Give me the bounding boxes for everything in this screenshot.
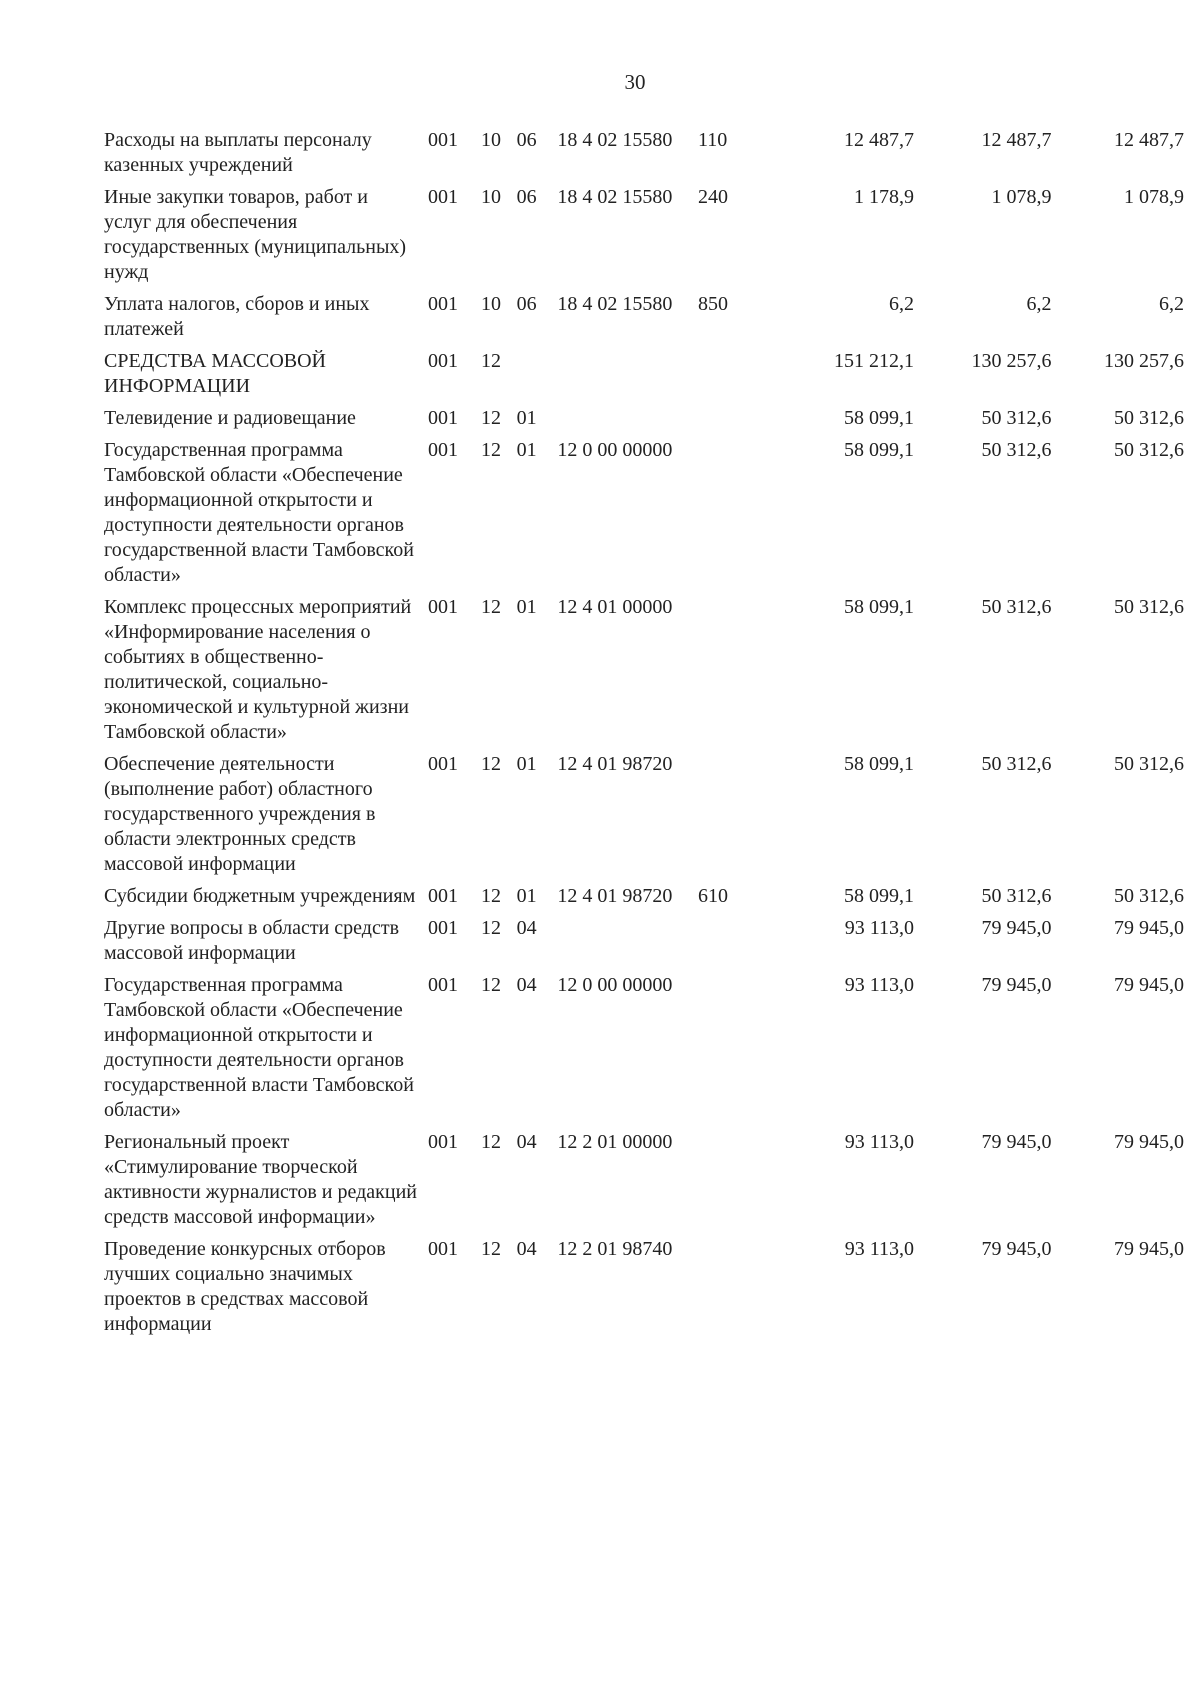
row-name: Проведение конкурсных отборов лучших социально значимых проектов в средствах массовой информации (104, 1238, 386, 1335)
row-amount-year1: 93 113,0 (844, 1238, 914, 1260)
row-subsection-code: 06 (516, 129, 537, 151)
row-amount-year2: 50 312,6 (981, 753, 1052, 775)
table-row (104, 916, 1184, 973)
row-name: Обеспечение деятельности (выполнение работ) областного государственного учреждения в области электронных средств массовой информации (104, 753, 376, 875)
table-row (104, 752, 1184, 884)
row-name: Другие вопросы в области средств массовой информации (104, 917, 400, 964)
row-subsection-code: 01 (516, 596, 537, 618)
row-amount-year1: 151 212,1 (833, 350, 914, 372)
row-amount-year1: 1 178,9 (853, 186, 914, 208)
row-name: Комплекс процессных мероприятий «Информирование населения о событиях в общественно-политической, социально-экономической и культурной жизни Тамбовской области» (104, 596, 412, 743)
row-amount-year3: 130 257,6 (1104, 350, 1184, 372)
row-amount-year1: 12 487,7 (843, 129, 914, 151)
row-amount-year2: 50 312,6 (981, 885, 1052, 907)
row-expense-type: 850 (697, 293, 728, 315)
row-section-code: 12 (480, 917, 501, 939)
row-name: Государственная программа Тамбовской области «Обеспечение информационной открытости и доступности деятельности органов государственной власти Тамбовской области» (104, 974, 414, 1121)
row-amount-year3: 79 945,0 (1114, 1131, 1184, 1153)
table-row (104, 973, 1184, 1130)
row-name: Субсидии бюджетным учреждениям (104, 885, 416, 907)
row-expense-type (698, 406, 761, 438)
row-target-article: 12 0 00 00000 (557, 439, 673, 461)
row-amount-year2: 50 312,6 (981, 407, 1052, 429)
table-row (104, 406, 1184, 438)
row-amount-year2: 50 312,6 (981, 439, 1052, 461)
row-expense-type (698, 1130, 761, 1237)
row-amount-year3: 50 312,6 (1114, 596, 1184, 618)
row-amount-year1: 58 099,1 (843, 407, 914, 429)
row-amount-year3: 50 312,6 (1114, 439, 1184, 461)
row-name: СРЕДСТВА МАССОВОЙ ИНФОРМАЦИИ (104, 350, 326, 397)
row-expense-type (698, 349, 761, 406)
row-target-article: 18 4 02 15580 (557, 186, 673, 208)
row-target-article: 12 0 00 00000 (557, 974, 673, 996)
row-section-code: 12 (480, 753, 501, 775)
row-amount-year1: 93 113,0 (844, 974, 914, 996)
row-amount-year3: 1 078,9 (1124, 186, 1184, 208)
row-grbs-code: 001 (428, 917, 458, 939)
table-row (104, 1130, 1184, 1237)
table-row (104, 349, 1184, 406)
row-expense-type: 610 (697, 885, 728, 907)
row-section-code: 12 (480, 885, 501, 907)
row-grbs-code: 001 (428, 1238, 458, 1260)
row-amount-year3: 79 945,0 (1114, 917, 1184, 939)
row-subsection-code: 04 (516, 1238, 537, 1260)
row-amount-year1: 93 113,0 (844, 1131, 914, 1153)
row-amount-year2: 6,2 (1026, 293, 1052, 315)
row-amount-year1: 93 113,0 (844, 917, 914, 939)
row-grbs-code: 001 (428, 186, 458, 208)
row-section-code: 10 (480, 129, 501, 151)
row-expense-type: 110 (697, 129, 728, 151)
table-row (104, 185, 1184, 292)
row-target-article: 12 2 01 00000 (557, 1131, 673, 1153)
row-expense-type (698, 438, 761, 595)
row-target-article: 12 2 01 98740 (557, 1238, 673, 1260)
row-amount-year1: 6,2 (888, 293, 914, 315)
row-amount-year2: 50 312,6 (981, 596, 1052, 618)
row-name: Региональный проект «Стимулирование творческой активности журналистов и редакций средств массовой информации» (104, 1131, 417, 1228)
row-amount-year3: 79 945,0 (1114, 1238, 1184, 1260)
table-row (104, 1237, 1184, 1344)
row-subsection-code: 04 (516, 917, 537, 939)
row-name: Государственная программа Тамбовской области «Обеспечение информационной открытости и доступности деятельности органов государственной власти Тамбовской области» (104, 439, 414, 586)
row-subsection-code: 06 (516, 186, 537, 208)
row-target-article (557, 406, 698, 438)
row-target-article: 12 4 01 00000 (557, 596, 673, 618)
row-amount-year1: 58 099,1 (843, 885, 914, 907)
row-amount-year1: 58 099,1 (843, 596, 914, 618)
row-amount-year1: 58 099,1 (843, 439, 914, 461)
row-amount-year3: 12 487,7 (1114, 129, 1184, 151)
table-row (104, 292, 1184, 349)
row-grbs-code: 001 (428, 885, 458, 907)
row-grbs-code: 001 (428, 596, 458, 618)
row-subsection-code (517, 349, 558, 406)
row-section-code: 12 (480, 974, 501, 996)
row-section-code: 12 (480, 1238, 501, 1260)
row-subsection-code: 01 (516, 439, 537, 461)
row-grbs-code: 001 (428, 753, 458, 775)
row-amount-year2: 79 945,0 (981, 1238, 1052, 1260)
budget-table (104, 128, 1184, 1344)
row-amount-year3: 50 312,6 (1114, 753, 1184, 775)
row-target-article: 12 4 01 98720 (557, 885, 673, 907)
row-grbs-code: 001 (428, 407, 458, 429)
row-expense-type (698, 752, 761, 884)
row-target-article: 18 4 02 15580 (557, 293, 673, 315)
row-section-code: 12 (480, 596, 501, 618)
row-grbs-code: 001 (428, 350, 458, 372)
table-row (104, 884, 1184, 916)
row-grbs-code: 001 (428, 974, 458, 996)
row-subsection-code: 01 (516, 407, 537, 429)
row-expense-type (698, 1237, 761, 1344)
row-section-code: 12 (480, 1131, 501, 1153)
page-number: 30 (624, 70, 646, 94)
row-amount-year2: 12 487,7 (981, 129, 1052, 151)
row-amount-year3: 6,2 (1159, 293, 1184, 315)
row-target-article: 12 4 01 98720 (557, 753, 673, 775)
row-name: Уплата налогов, сборов и иных платежей (104, 293, 370, 340)
row-subsection-code: 01 (516, 753, 537, 775)
row-grbs-code: 001 (428, 129, 458, 151)
row-name: Расходы на выплаты персоналу казенных учреждений (104, 129, 372, 176)
row-subsection-code: 06 (516, 293, 537, 315)
row-section-code: 12 (480, 350, 501, 372)
row-name: Иные закупки товаров, работ и услуг для обеспечения государственных (муниципальных) нужд (104, 186, 407, 283)
row-amount-year3: 79 945,0 (1114, 974, 1184, 996)
row-grbs-code: 001 (428, 293, 458, 315)
row-subsection-code: 01 (516, 885, 537, 907)
table-row (104, 595, 1184, 752)
table-row (104, 128, 1184, 185)
row-name: Телевидение и радиовещание (104, 407, 356, 429)
row-section-code: 10 (480, 293, 501, 315)
row-grbs-code: 001 (428, 439, 458, 461)
row-amount-year3: 50 312,6 (1114, 885, 1184, 907)
table-body (104, 128, 1184, 1344)
row-target-article: 18 4 02 15580 (557, 129, 673, 151)
row-expense-type (698, 595, 761, 752)
row-expense-type: 240 (697, 186, 728, 208)
row-amount-year2: 79 945,0 (981, 1131, 1052, 1153)
row-amount-year2: 79 945,0 (981, 917, 1052, 939)
row-amount-year2: 130 257,6 (971, 350, 1052, 372)
row-amount-year2: 79 945,0 (981, 974, 1052, 996)
row-grbs-code: 001 (428, 1131, 458, 1153)
row-target-article (557, 916, 698, 973)
row-amount-year3: 50 312,6 (1114, 407, 1184, 429)
table-row (104, 438, 1184, 595)
row-section-code: 12 (480, 439, 501, 461)
row-section-code: 10 (480, 186, 501, 208)
row-amount-year2: 1 078,9 (991, 186, 1052, 208)
row-section-code: 12 (480, 407, 501, 429)
row-subsection-code: 04 (516, 1131, 537, 1153)
row-expense-type (698, 916, 761, 973)
row-expense-type (698, 973, 761, 1130)
row-subsection-code: 04 (516, 974, 537, 996)
row-target-article (557, 349, 698, 406)
row-amount-year1: 58 099,1 (843, 753, 914, 775)
